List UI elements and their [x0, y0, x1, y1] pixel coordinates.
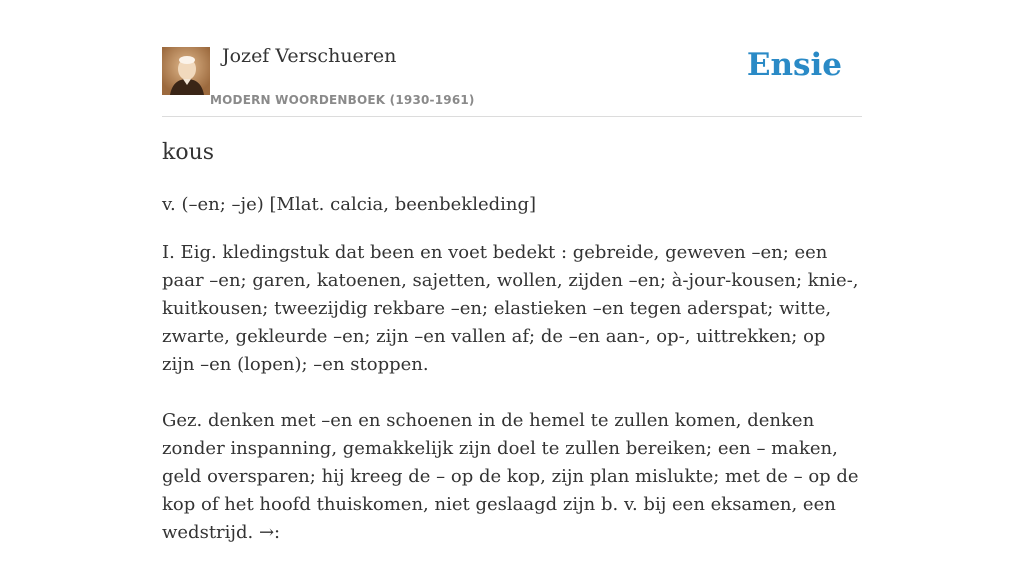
ensie-logo[interactable]: Ensie: [746, 47, 842, 83]
entry-definition: [162, 239, 862, 575]
entry-headword: kous: [162, 140, 215, 165]
definition-paragraph: I. Eig. kledingstuk dat been en voet bedekt : gebreide, geweven –en; een paar –en; garen, katoenen, sajetten, wollen, zijden –en; à-jour-kousen; knie-, kuitkousen; tweezijdig rekbare –en; elastieken –en tegen aderspat; witte, zwarte, gekleurde –en; zijn –en vallen af; de –en aan-, op-, uittrekken; op zijn –en (lopen); –en stoppen.: [162, 242, 859, 375]
entry-header: [162, 0, 862, 117]
definition-paragraph: Gez. denken met –en en schoenen in de hemel te zullen komen, denken zonder inspanning, gemakkelijk zijn doel te zullen bereiken; een – maken, geld oversparen; hij kreeg de – op de kop, zijn plan mislukte; met de – op de kop of het hoofd thuiskomen, niet geslaagd zijn b. v. bij een eksamen, een wedstrijd. →:: [162, 410, 859, 543]
author-avatar[interactable]: [162, 47, 210, 95]
source-label[interactable]: MODERN WOORDENBOEK (1930-1961): [210, 93, 475, 107]
author-name[interactable]: Jozef Verschueren: [222, 45, 397, 67]
content-column: [162, 0, 862, 543]
portrait-image: [162, 47, 210, 95]
entry-grammar: v. (–en; –je) [Mlat. calcia, beenbekleding]: [162, 194, 537, 215]
